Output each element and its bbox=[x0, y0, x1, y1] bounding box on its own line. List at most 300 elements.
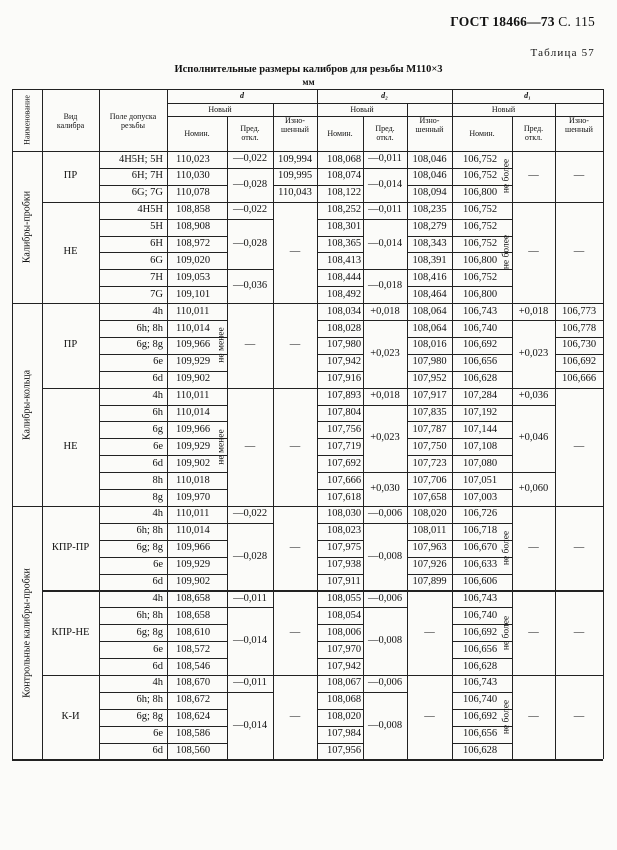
row-line bbox=[99, 540, 227, 541]
d2-nominal: 108,444 bbox=[327, 271, 362, 283]
row-line bbox=[317, 557, 363, 558]
row-line bbox=[317, 658, 363, 659]
d1-nominal: 106,726 bbox=[463, 508, 498, 520]
tolerance-field: 4h bbox=[152, 677, 163, 689]
note-not-less: не менее bbox=[216, 429, 227, 465]
row-line bbox=[452, 743, 512, 744]
header-deviation: Пред. bbox=[240, 124, 260, 133]
header-col-line bbox=[363, 116, 364, 151]
merged-line bbox=[227, 523, 273, 524]
row-line bbox=[317, 540, 363, 541]
d1-dev-value: +0,023 bbox=[518, 347, 549, 359]
grid-col-line bbox=[42, 151, 43, 759]
merged-line bbox=[363, 168, 407, 169]
d2-worn: 107,835 bbox=[412, 407, 447, 418]
d1-worn-value: — bbox=[573, 440, 585, 452]
page-number: С. 115 bbox=[558, 14, 595, 29]
row-line bbox=[555, 371, 603, 372]
row-line bbox=[407, 252, 452, 253]
note-not-less: не менее bbox=[216, 327, 227, 364]
tolerance-field: 6H; 7H bbox=[131, 170, 163, 182]
d2-worn-value: — bbox=[424, 711, 435, 723]
d2-dev-value: —0,011 bbox=[368, 204, 402, 216]
d1-nominal: 106,740 bbox=[463, 609, 498, 621]
block-divider bbox=[42, 303, 603, 304]
d2-dev-value: —0,018 bbox=[367, 280, 403, 292]
row-line bbox=[99, 557, 227, 558]
d1-nominal: 106,718 bbox=[463, 525, 498, 537]
tolerance-field: 6G; 7G bbox=[131, 187, 163, 199]
row-line bbox=[407, 574, 452, 575]
d1-nominal: 106,800 bbox=[463, 254, 498, 266]
d-nominal: 109,966 bbox=[176, 339, 211, 351]
d2-nominal: 108,023 bbox=[327, 525, 362, 537]
d2-nominal: 108,067 bbox=[327, 677, 362, 689]
d1-nominal: 107,108 bbox=[463, 440, 498, 452]
row-line bbox=[452, 421, 512, 422]
header-col-line bbox=[167, 89, 168, 151]
d2-worn: 108,343 bbox=[412, 238, 447, 249]
group-label: Контрольные калибры-пробки bbox=[21, 567, 33, 698]
d-dev-value: —0,028 bbox=[232, 178, 268, 190]
d2-worn-value: — bbox=[424, 626, 435, 638]
d1-worn: 106,692 bbox=[561, 356, 597, 368]
row-line bbox=[99, 286, 227, 287]
header-nominal: Номин. bbox=[327, 129, 353, 138]
merged-line bbox=[227, 219, 273, 220]
block-divider bbox=[42, 202, 603, 203]
tolerance-field: 6h; 8h bbox=[136, 322, 163, 334]
row-line bbox=[407, 438, 452, 439]
d2-nominal: 108,365 bbox=[327, 238, 362, 249]
header-d2: d₂ bbox=[381, 91, 388, 100]
row-line bbox=[407, 523, 452, 524]
merged-line bbox=[363, 269, 407, 270]
tolerance-field: 6d bbox=[152, 576, 163, 587]
d2-worn: 108,046 bbox=[412, 153, 447, 165]
d1-nominal: 106,740 bbox=[463, 322, 498, 334]
row-line bbox=[273, 168, 317, 169]
tolerance-field: 6e bbox=[153, 440, 163, 452]
d2-worn: 108,391 bbox=[412, 254, 447, 266]
row-line bbox=[452, 320, 512, 321]
row-line bbox=[317, 709, 363, 710]
row-line bbox=[317, 252, 363, 253]
note-not-more: не более bbox=[501, 699, 512, 735]
tolerance-field: 6d bbox=[152, 457, 163, 469]
header-worn: шенный bbox=[281, 125, 309, 134]
tolerance-field: 4h bbox=[152, 305, 163, 317]
block-divider bbox=[42, 388, 603, 389]
group-divider bbox=[12, 303, 42, 304]
row-line bbox=[99, 726, 227, 727]
row-line bbox=[407, 489, 452, 490]
row-line bbox=[99, 743, 227, 744]
d2-nominal: 107,984 bbox=[327, 728, 362, 740]
d2-worn: 107,952 bbox=[412, 373, 447, 385]
d1-worn-value: — bbox=[573, 626, 585, 638]
d1-worn: 106,666 bbox=[561, 373, 597, 385]
gauge-kind: ПР bbox=[63, 170, 78, 182]
d-nominal: 108,858 bbox=[176, 204, 211, 216]
d2-worn: 108,064 bbox=[412, 305, 447, 317]
d-nominal: 109,101 bbox=[176, 288, 211, 300]
tolerance-field: 6G bbox=[150, 254, 163, 266]
d-nominal: 108,658 bbox=[176, 592, 211, 604]
d-nominal: 108,624 bbox=[176, 711, 211, 723]
group-label: Калибры-кольца bbox=[21, 369, 33, 440]
header-new: Новый bbox=[350, 105, 374, 114]
d1-nominal: 106,628 bbox=[463, 373, 498, 385]
merged-line bbox=[363, 607, 407, 608]
d-worn-value: — bbox=[289, 246, 301, 258]
header-new: Новый bbox=[491, 105, 516, 114]
row-line bbox=[407, 269, 452, 270]
tolerance-field: 6e bbox=[153, 356, 163, 368]
header-worn: Изно- bbox=[285, 116, 305, 125]
d-nominal: 110,014 bbox=[176, 322, 210, 334]
row-line bbox=[452, 286, 512, 287]
d1-worn: 106,778 bbox=[561, 322, 597, 334]
header-deviation: Пред. bbox=[375, 124, 395, 133]
d-nominal: 110,023 bbox=[176, 153, 210, 165]
d2-nominal: 107,970 bbox=[327, 643, 362, 655]
row-line bbox=[407, 371, 452, 372]
row-line bbox=[407, 472, 452, 473]
d-nominal: 109,902 bbox=[176, 457, 211, 469]
d2-nominal: 108,028 bbox=[327, 322, 362, 334]
d-nominal: 109,902 bbox=[176, 576, 211, 587]
d2-nominal: 107,942 bbox=[327, 356, 362, 368]
row-line bbox=[273, 185, 317, 186]
d1-dev-value: — bbox=[528, 170, 539, 182]
d2-dev-value: —0,006 bbox=[367, 508, 403, 520]
d-worn-value: — bbox=[289, 440, 301, 452]
d2-nominal: 108,068 bbox=[327, 153, 362, 165]
d2-nominal: 108,054 bbox=[327, 609, 362, 621]
gauge-kind: ПР bbox=[63, 339, 78, 351]
tolerance-field: 4H5H; 5H bbox=[118, 153, 163, 165]
header-deviation: Пред. bbox=[523, 124, 544, 133]
d1-dev-value: — bbox=[528, 246, 539, 258]
d-dev-value: —0,022 bbox=[232, 204, 268, 216]
tolerance-field: 6g; 8g bbox=[136, 542, 163, 554]
header-divider bbox=[167, 103, 603, 104]
d2-worn: 108,279 bbox=[412, 221, 447, 233]
d1-nominal: 106,800 bbox=[463, 187, 498, 199]
row-line bbox=[317, 371, 363, 372]
grid-col-line bbox=[555, 151, 556, 759]
tolerance-field: 4h bbox=[152, 390, 163, 402]
tolerance-field: 6e bbox=[153, 643, 163, 655]
merged-line bbox=[512, 405, 555, 406]
d-nominal: 110,078 bbox=[176, 187, 210, 199]
d1-dev-value: +0,036 bbox=[518, 390, 549, 402]
d2-nominal: 108,413 bbox=[327, 254, 362, 266]
row-line bbox=[407, 337, 452, 338]
block-divider bbox=[42, 590, 603, 591]
tolerance-field: 6g; 8g bbox=[136, 626, 163, 638]
d-dev-value: —0,036 bbox=[232, 280, 268, 292]
header-col-line bbox=[273, 116, 274, 151]
d1-nominal: 107,051 bbox=[463, 474, 498, 486]
tolerance-field: 6e bbox=[153, 728, 163, 740]
d2-dev-value: —0,014 bbox=[367, 178, 403, 190]
d1-nominal: 106,656 bbox=[463, 728, 498, 740]
block-divider bbox=[42, 506, 603, 507]
merged-line bbox=[363, 692, 407, 693]
row-line bbox=[452, 489, 512, 490]
d2-dev-value: +0,018 bbox=[370, 305, 400, 317]
d1-nominal: 106,752 bbox=[463, 153, 498, 165]
row-line bbox=[555, 354, 603, 355]
merged-line bbox=[227, 168, 273, 169]
row-line bbox=[407, 557, 452, 558]
row-line bbox=[407, 405, 452, 406]
d2-worn: 107,706 bbox=[412, 474, 447, 486]
d-nominal: 110,014 bbox=[176, 525, 210, 537]
d1-nominal: 107,003 bbox=[463, 491, 498, 503]
d2-dev-value: —0,006 bbox=[367, 677, 403, 689]
header-tolerance: Поле допуска bbox=[109, 112, 157, 121]
header-col-line bbox=[273, 103, 274, 116]
d2-nominal: 108,068 bbox=[327, 694, 362, 706]
d-nominal: 108,670 bbox=[176, 677, 211, 689]
d2-nominal: 108,122 bbox=[327, 187, 362, 199]
d1-nominal: 106,692 bbox=[463, 711, 498, 723]
row-line bbox=[407, 219, 452, 220]
header-col-line bbox=[227, 116, 228, 151]
table-bottom-border bbox=[12, 759, 603, 760]
row-line bbox=[317, 607, 363, 608]
row-line bbox=[452, 354, 512, 355]
row-line bbox=[407, 421, 452, 422]
row-line bbox=[317, 168, 363, 169]
header-col-line bbox=[317, 89, 318, 151]
row-line bbox=[317, 421, 363, 422]
d-nominal: 108,908 bbox=[176, 221, 211, 233]
gauge-kind: НЕ bbox=[63, 440, 78, 452]
row-line bbox=[99, 421, 227, 422]
tolerance-field: 6h bbox=[152, 407, 163, 418]
d-dev-value: —0,022 bbox=[232, 508, 268, 520]
d-nominal: 109,929 bbox=[176, 356, 211, 368]
header-col-line bbox=[555, 116, 556, 151]
row-line bbox=[555, 337, 603, 338]
d-nominal: 109,902 bbox=[176, 373, 211, 385]
d-worn-value: — bbox=[289, 542, 301, 554]
tolerance-field: 6h; 8h bbox=[136, 525, 163, 537]
d2-worn: 108,064 bbox=[412, 322, 447, 334]
d1-nominal: 107,192 bbox=[463, 407, 498, 418]
grid-col-line bbox=[603, 151, 604, 759]
note-not-more: не более bbox=[501, 530, 512, 566]
group-divider bbox=[12, 506, 42, 507]
note-not-more: не более bbox=[501, 235, 512, 270]
header-kind: Вид bbox=[63, 112, 78, 121]
row-line bbox=[452, 455, 512, 456]
header-kind: калибра bbox=[56, 121, 85, 130]
merged-line bbox=[227, 607, 273, 608]
header-worn: Изно- bbox=[569, 116, 589, 125]
row-line bbox=[407, 540, 452, 541]
row-line bbox=[317, 269, 363, 270]
tolerance-field: 4H5H bbox=[137, 204, 163, 216]
d2-nominal: 108,301 bbox=[327, 221, 362, 233]
standard-number: ГОСТ 18466—73 bbox=[450, 14, 555, 29]
d2-worn: 107,917 bbox=[412, 390, 447, 402]
row-line bbox=[555, 320, 603, 321]
d1-worn-value: — bbox=[573, 711, 585, 723]
d-dev-value: — bbox=[244, 440, 256, 452]
header-col-line bbox=[407, 116, 408, 151]
d1-dev-value: — bbox=[528, 542, 539, 554]
d2-nominal: 107,618 bbox=[327, 491, 362, 503]
d2-dev-value: —0,011 bbox=[368, 153, 402, 165]
tolerance-field: 6g bbox=[152, 423, 163, 435]
d-worn: 110,043 bbox=[278, 187, 312, 199]
row-line bbox=[317, 405, 363, 406]
header-worn: Изно- bbox=[419, 116, 440, 125]
d2-nominal: 108,055 bbox=[327, 592, 362, 604]
merged-line bbox=[227, 692, 273, 693]
header-deviation: откл. bbox=[241, 133, 259, 142]
d2-dev-value: —0,014 bbox=[367, 237, 403, 249]
d1-nominal: 106,692 bbox=[463, 626, 498, 638]
d2-nominal: 108,006 bbox=[327, 626, 362, 638]
d2-nominal: 107,911 bbox=[327, 576, 361, 587]
d1-nominal: 106,752 bbox=[463, 170, 498, 182]
d2-nominal: 107,666 bbox=[327, 474, 362, 486]
d2-nominal: 107,980 bbox=[327, 339, 362, 351]
row-line bbox=[452, 337, 512, 338]
d1-nominal: 106,628 bbox=[463, 745, 498, 756]
d2-dev-value: —0,008 bbox=[367, 719, 403, 731]
header-col-line bbox=[452, 89, 453, 151]
d-nominal: 110,011 bbox=[176, 305, 210, 317]
d2-nominal: 108,492 bbox=[327, 288, 362, 300]
d-worn: 109,995 bbox=[277, 170, 313, 182]
row-line bbox=[317, 354, 363, 355]
tolerance-field: 4h bbox=[152, 508, 163, 520]
tolerance-field: 6g; 8g bbox=[136, 711, 163, 723]
d2-nominal: 107,756 bbox=[327, 423, 362, 435]
row-line bbox=[407, 354, 452, 355]
d-dev-value: —0,011 bbox=[233, 677, 267, 689]
d-nominal: 110,030 bbox=[176, 170, 210, 182]
d2-nominal: 108,252 bbox=[327, 204, 362, 216]
tolerance-field: 8g bbox=[152, 491, 163, 503]
row-line bbox=[99, 523, 227, 524]
tolerance-field: 6d bbox=[152, 373, 163, 385]
row-line bbox=[407, 455, 452, 456]
d2-worn: 107,750 bbox=[412, 440, 447, 452]
d1-worn-value: — bbox=[573, 246, 585, 258]
table-title: Исполнительные размеры калибров для резьбы М110×3 bbox=[174, 64, 443, 75]
row-line bbox=[317, 438, 363, 439]
row-line bbox=[99, 624, 227, 625]
row-line bbox=[317, 624, 363, 625]
row-line bbox=[99, 252, 227, 253]
d2-worn: 108,464 bbox=[412, 288, 447, 300]
d-worn-value: — bbox=[289, 626, 301, 638]
d2-nominal: 107,975 bbox=[327, 542, 362, 554]
header-bottom-border bbox=[12, 151, 603, 152]
row-line bbox=[317, 726, 363, 727]
row-line bbox=[317, 236, 363, 237]
d2-dev-value: +0,018 bbox=[370, 390, 400, 402]
tolerance-field: 4h bbox=[152, 592, 163, 604]
row-line bbox=[452, 607, 512, 608]
row-line bbox=[99, 405, 227, 406]
grid-col-line bbox=[273, 151, 274, 759]
row-line bbox=[99, 455, 227, 456]
header-d: d bbox=[240, 91, 244, 100]
d-nominal: 108,610 bbox=[176, 626, 211, 638]
d2-worn: 107,723 bbox=[412, 457, 447, 469]
header-nominal: Номин. bbox=[184, 129, 210, 138]
d2-dev-value: +0,030 bbox=[370, 483, 400, 494]
row-line bbox=[407, 320, 452, 321]
d2-nominal: 108,034 bbox=[327, 305, 362, 317]
d1-nominal: 106,752 bbox=[463, 271, 498, 283]
d-nominal: 109,966 bbox=[176, 423, 211, 435]
d1-dev-value: +0,046 bbox=[518, 432, 549, 444]
d1-nominal: 107,144 bbox=[463, 423, 498, 435]
d2-worn: 107,926 bbox=[412, 559, 447, 571]
row-line bbox=[317, 641, 363, 642]
d2-nominal: 107,804 bbox=[327, 407, 362, 418]
row-line bbox=[452, 658, 512, 659]
row-line bbox=[99, 574, 227, 575]
d1-nominal: 107,080 bbox=[463, 457, 498, 469]
d2-worn: 108,016 bbox=[412, 339, 447, 351]
d-nominal: 108,572 bbox=[176, 643, 211, 655]
row-line bbox=[99, 320, 227, 321]
tolerance-field: 6e bbox=[153, 559, 163, 571]
header-new: Новый bbox=[208, 105, 232, 114]
row-line bbox=[407, 286, 452, 287]
d2-dev-value: —0,008 bbox=[367, 550, 403, 562]
d1-nominal: 106,628 bbox=[463, 660, 498, 672]
row-line bbox=[452, 574, 512, 575]
table-top-border bbox=[12, 89, 603, 90]
header-nominal: Номин. bbox=[469, 129, 495, 138]
header-tolerance: резьбы bbox=[121, 121, 145, 130]
tolerance-field: 6d bbox=[152, 660, 163, 672]
grid-col-line bbox=[363, 151, 364, 759]
header-divider bbox=[167, 116, 603, 117]
merged-line bbox=[363, 320, 407, 321]
d1-worn: 106,773 bbox=[561, 305, 597, 317]
merged-line bbox=[512, 472, 555, 473]
d1-worn: 106,730 bbox=[561, 339, 597, 351]
row-line bbox=[317, 692, 363, 693]
row-line bbox=[317, 320, 363, 321]
d2-worn: 108,235 bbox=[412, 204, 447, 216]
row-line bbox=[99, 219, 227, 220]
header-col-line bbox=[603, 89, 604, 151]
d1-nominal: 106,752 bbox=[463, 221, 498, 233]
row-line bbox=[317, 185, 363, 186]
row-line bbox=[317, 743, 363, 744]
header-col-line bbox=[99, 89, 100, 151]
merged-line bbox=[227, 269, 273, 270]
header-d1: d₁ bbox=[524, 91, 531, 100]
d2-dev-value: +0,023 bbox=[370, 347, 400, 359]
d1-nominal: 106,670 bbox=[463, 542, 498, 554]
d1-nominal: 106,743 bbox=[463, 592, 498, 604]
